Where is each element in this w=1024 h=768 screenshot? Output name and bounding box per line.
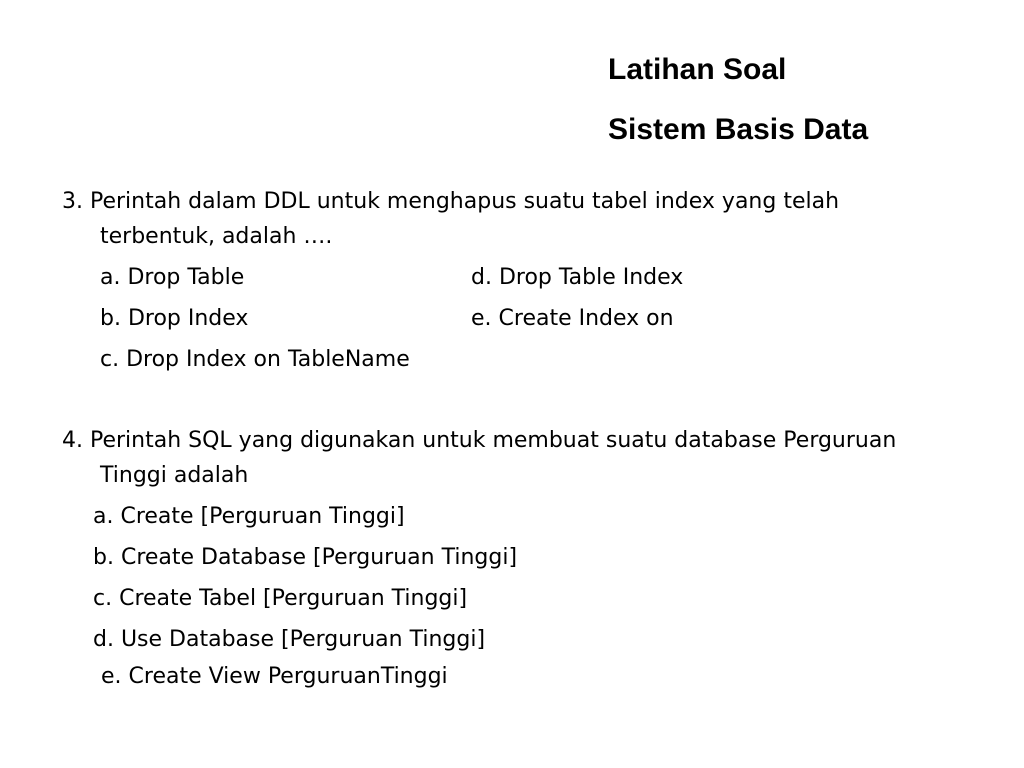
- title-line-2: Sistem Basis Data: [608, 113, 869, 146]
- question-4-option-d: d. Use Database [Perguruan Tinggi]: [93, 627, 486, 652]
- question-3-option-a: a. Drop Table: [100, 265, 245, 290]
- question-3-option-e: e. Create Index on: [471, 306, 674, 331]
- question-3-option-b: b. Drop Index: [100, 306, 249, 331]
- question-4-option-b: b. Create Database [Perguruan Tinggi]: [93, 545, 518, 570]
- question-3-text: 3. Perintah dalam DDL untuk menghapus suatu tabel index yang telah: [62, 189, 840, 214]
- question-3-option-c: c. Drop Index on TableName: [100, 347, 410, 372]
- question-4-option-e: e. Create View PerguruanTinggi: [101, 664, 448, 689]
- title-line-1: Latihan Soal: [608, 53, 787, 86]
- question-4-option-a: a. Create [Perguruan Tinggi]: [93, 504, 405, 529]
- question-3-continuation: terbentuk, adalah ….: [100, 224, 333, 249]
- question-4-continuation: Tinggi adalah: [100, 463, 249, 488]
- question-4-option-c: c. Create Tabel [Perguruan Tinggi]: [93, 586, 468, 611]
- question-4-text: 4. Perintah SQL yang digunakan untuk membuat suatu database Perguruan: [62, 428, 897, 453]
- question-3-option-d: d. Drop Table Index: [471, 265, 684, 290]
